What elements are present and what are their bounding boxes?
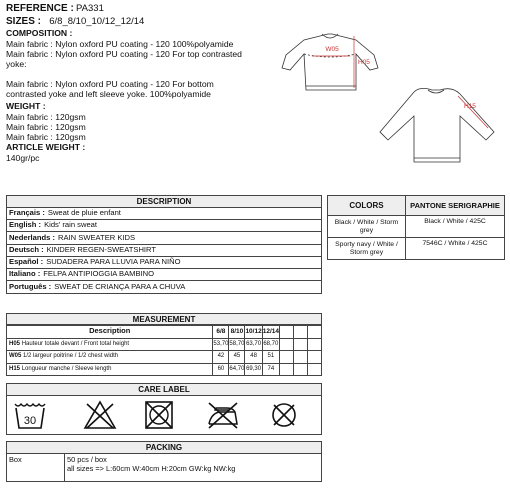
empty-cell <box>294 326 308 339</box>
care-title: CARE LABEL <box>7 384 321 396</box>
w05-sketch-label: W05 <box>325 46 339 53</box>
header-block <box>6 3 306 164</box>
pantone-header: PANTONE SERIGRAPHIE <box>406 196 505 216</box>
empty-cell <box>308 326 322 339</box>
description-table <box>6 195 322 294</box>
packing-line: 50 pcs / box <box>67 455 107 464</box>
empty-cell <box>308 363 322 376</box>
measurement-value: 64,70 <box>229 363 245 376</box>
language-label: Italiano : <box>9 269 41 279</box>
colors-header: COLORS <box>328 196 406 216</box>
no-tumble-dry-icon <box>144 400 174 430</box>
measurement-value: 60 <box>213 363 229 376</box>
sizes-label: SIZES : <box>6 16 42 27</box>
empty-cell <box>294 363 308 376</box>
measurement-desc: 1/2 largeur poitrine / 1/2 chest width <box>23 353 119 360</box>
measurement-code: W05 <box>9 353 22 360</box>
wash-temp: 30 <box>23 415 37 427</box>
article-weight-label: ARTICLE WEIGHT : <box>6 142 86 152</box>
empty-cell <box>280 338 294 351</box>
weight-label: WEIGHT : <box>6 101 46 111</box>
reference-value: PA331 <box>76 3 104 14</box>
weight-text <box>6 113 306 143</box>
measurement-code: H15 <box>9 365 21 372</box>
weight-line: Main fabric : 120gsm <box>6 122 86 132</box>
h05-sketch-label: H05 <box>358 59 370 66</box>
reference-label: REFERENCE : <box>6 3 74 14</box>
measurement-value: 68,70 <box>262 338 279 351</box>
language-label: Português : <box>9 281 52 291</box>
description-row <box>7 257 321 269</box>
measurement-title: MEASUREMENT <box>6 313 322 325</box>
description-row <box>7 269 321 281</box>
measurement-header-row <box>7 326 322 339</box>
description-row <box>7 245 321 257</box>
composition-line: Main fabric : Nylon oxford PU coating - 120 For bottom <box>6 79 214 89</box>
colors-table <box>327 195 505 260</box>
no-iron-icon <box>205 400 241 430</box>
description-row <box>7 208 321 220</box>
sizes-value: 6/8_8/10_10/12_12/14 <box>49 16 145 27</box>
description-title: DESCRIPTION <box>7 196 321 208</box>
language-label: Deutsch : <box>9 244 44 254</box>
measurement-desc-header: Description <box>7 326 213 339</box>
reference-line <box>6 3 306 16</box>
no-dry-clean-icon <box>269 400 299 430</box>
description-text: RAIN SWEATER KIDS <box>58 232 136 242</box>
measurement-value: 42 <box>213 351 229 364</box>
language-label: Español : <box>9 256 44 266</box>
description-text: SWEAT DE CRIANÇA PARA A CHUVA <box>54 281 186 291</box>
care-icons <box>7 396 321 434</box>
measurement-value: 51 <box>262 351 279 364</box>
description-row <box>7 232 321 244</box>
measurement-value: 45 <box>229 351 245 364</box>
weight-line: Main fabric : 120gsm <box>6 112 86 122</box>
description-text: FELPA ANTIPIOGGIA BAMBINO <box>43 269 155 279</box>
description-text: KINDER REGEN-SWEATSHIRT <box>46 244 157 254</box>
care-section <box>6 383 322 435</box>
packing-label: Box <box>7 454 65 481</box>
description-text: Kids' rain sweat <box>44 220 98 230</box>
size-header: 12/14 <box>262 326 279 339</box>
size-header: 6/8 <box>213 326 229 339</box>
weight-line: Main fabric : 120gsm <box>6 132 86 142</box>
size-header: 10/12 <box>245 326 262 339</box>
measurement-value: 58,70 <box>229 338 245 351</box>
measurement-row <box>7 338 322 351</box>
composition-label: COMPOSITION : <box>6 28 73 38</box>
description-row <box>7 220 321 232</box>
composition-text <box>6 40 306 100</box>
empty-cell <box>308 351 322 364</box>
measurement-value: 53,70 <box>213 338 229 351</box>
empty-cell <box>294 351 308 364</box>
measurement-section <box>6 313 322 376</box>
garment-sketch <box>270 20 510 170</box>
measurement-row <box>7 351 322 364</box>
measurement-code: H05 <box>9 340 21 347</box>
empty-cell <box>294 338 308 351</box>
composition-line: contrasted yoke and left sleeve yoke. 100%polyamide <box>6 89 211 99</box>
color-name: Black / White / Storm grey <box>328 216 406 238</box>
packing-details <box>65 454 237 481</box>
description-text: SUDADERA PARA LLUVIA PARA NIÑO <box>46 256 181 266</box>
packing-line: all sizes => L:60cm W:40cm H:20cm GW:kg NW:kg <box>67 463 236 473</box>
wash-30-icon <box>13 400 47 430</box>
language-label: Nederlands : <box>9 232 55 242</box>
measurement-value: 69,30 <box>245 363 262 376</box>
composition-line: yoke: <box>6 59 27 69</box>
size-header: 8/10 <box>229 326 245 339</box>
measurement-desc: Longueur manche / Sleeve length <box>21 365 112 372</box>
measurement-label <box>7 363 213 376</box>
measurement-value: 63,70 <box>245 338 262 351</box>
measurement-desc: Hauteur totale devant / Front total height <box>21 340 130 347</box>
h15-sketch-label: H15 <box>464 103 476 110</box>
no-bleach-icon <box>83 400 117 430</box>
language-label: English : <box>9 220 42 230</box>
measurement-row <box>7 363 322 376</box>
composition-line: Main fabric : Nylon oxford PU coating - 120 100%polyamide <box>6 39 234 49</box>
language-label: Français : <box>9 208 45 218</box>
empty-cell <box>280 351 294 364</box>
pantone-value: 7546C / White / 425C <box>406 238 505 260</box>
article-weight-value: 140gr/pc <box>6 153 40 163</box>
packing-title: PACKING <box>7 442 321 454</box>
back-sweat-sketch <box>380 88 494 162</box>
packing-section <box>6 441 322 482</box>
measurement-table <box>6 325 322 376</box>
empty-cell <box>308 338 322 351</box>
composition-line: Main fabric : Nylon oxford PU coating - 120 For top contrasted <box>6 49 242 59</box>
pantone-value: Black / White / 425C <box>406 216 505 238</box>
empty-cell <box>280 326 294 339</box>
measurement-label <box>7 338 213 351</box>
measurement-value: 74 <box>262 363 279 376</box>
description-row <box>7 281 321 293</box>
color-name: Sporty navy / White / Storm grey <box>328 238 406 260</box>
measurement-label <box>7 351 213 364</box>
measurement-value: 48 <box>245 351 262 364</box>
description-text: Sweat de pluie enfant <box>47 208 121 218</box>
empty-cell <box>280 363 294 376</box>
